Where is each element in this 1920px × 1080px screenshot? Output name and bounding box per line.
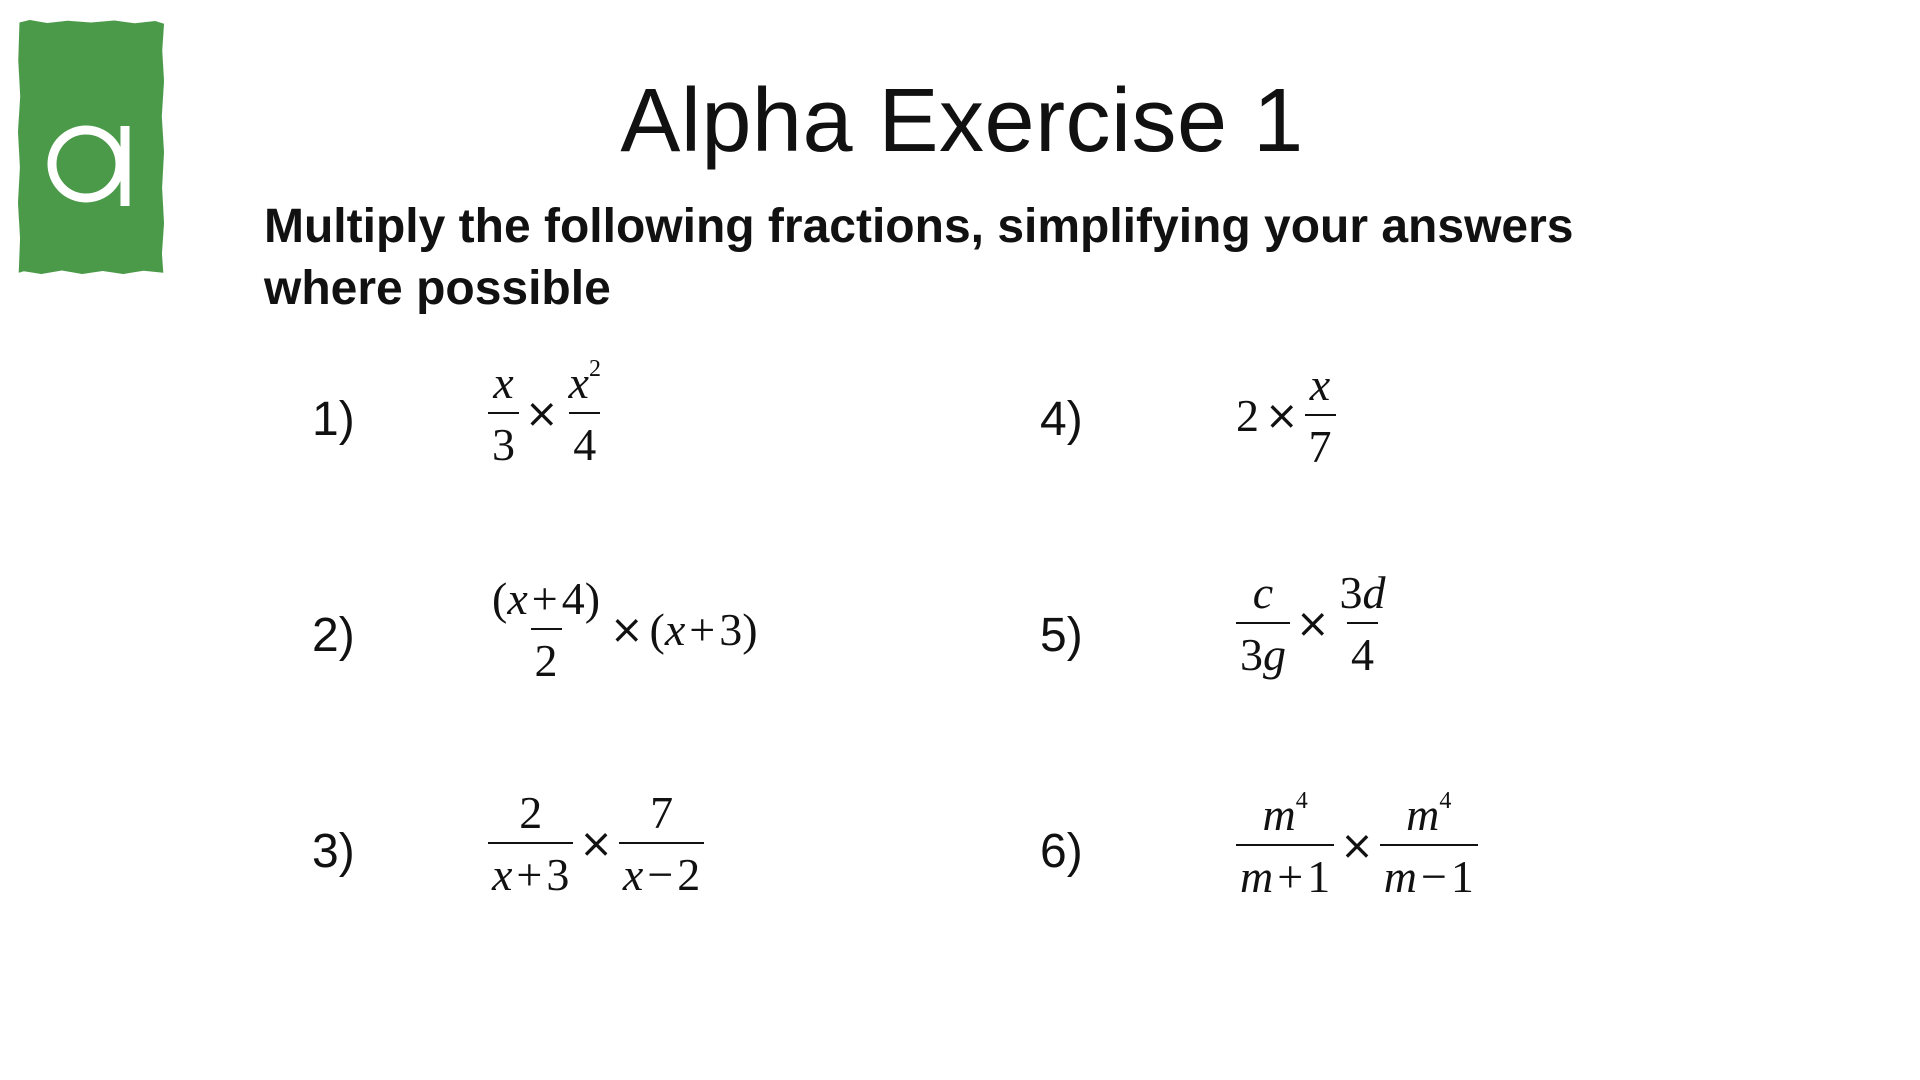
denominator: x+3 [488,842,573,898]
fraction [619,787,704,900]
numerator: 2 [519,787,543,838]
multiply-sign: × [525,391,559,437]
fraction [488,573,604,686]
fraction [1236,788,1334,902]
fraction [488,787,573,900]
numerator: (x+4) [492,573,601,624]
coefficient: 2 [1236,390,1259,441]
math-expression-1 [488,356,605,470]
multiply-sign: × [579,821,613,867]
fraction [565,356,605,470]
fraction [1305,359,1336,472]
fraction [488,357,519,470]
exercise-label-1: 1) [312,393,355,446]
page-title: Alpha Exercise 1 [620,71,1304,171]
denominator: 4 [569,412,600,468]
fraction [1336,567,1390,680]
math-expression-2 [488,573,758,686]
factor: (x+3) [649,604,758,655]
exponent: 4 [1439,788,1452,814]
fraction [1380,788,1478,902]
denominator: 3 [488,412,519,468]
denominator: 3g [1236,622,1290,678]
denominator: 2 [531,628,562,684]
multiply-sign: × [1265,393,1299,439]
numerator: 3d [1339,567,1386,618]
exponent: 4 [1295,788,1308,814]
denominator: x−2 [619,842,704,898]
exponent: 2 [588,356,601,382]
math-expression-5 [1236,567,1390,680]
exercise-label-4: 4) [1040,393,1083,446]
exercise-label-5: 5) [1040,609,1083,662]
math-expression-4 [1236,359,1336,472]
multiply-sign: × [1340,823,1374,869]
denominator: 7 [1305,414,1336,470]
multiply-sign: × [1296,601,1330,647]
exercise-label-2: 2) [312,609,355,662]
denominator: m+1 [1236,844,1334,900]
numerator: $m^4$ [1262,788,1308,840]
exercise-label-3: 3) [312,825,355,878]
multiply-sign: × [610,607,644,653]
numerator: $x^2$ [568,356,601,408]
instruction-text: Multiply the following fractions, simplifying your answers where possible [264,200,1574,315]
numerator: $m^4$ [1406,788,1452,840]
exercise-label-6: 6) [1040,825,1083,878]
numerator: c [1252,567,1274,618]
fraction [1236,567,1290,680]
numerator: 7 [650,787,674,838]
numerator: x [1309,359,1331,410]
numerator: x [493,357,514,408]
math-expression-3 [488,787,704,900]
denominator: m−1 [1380,844,1478,900]
denominator: 4 [1347,622,1378,678]
math-expression-6 [1236,788,1478,902]
